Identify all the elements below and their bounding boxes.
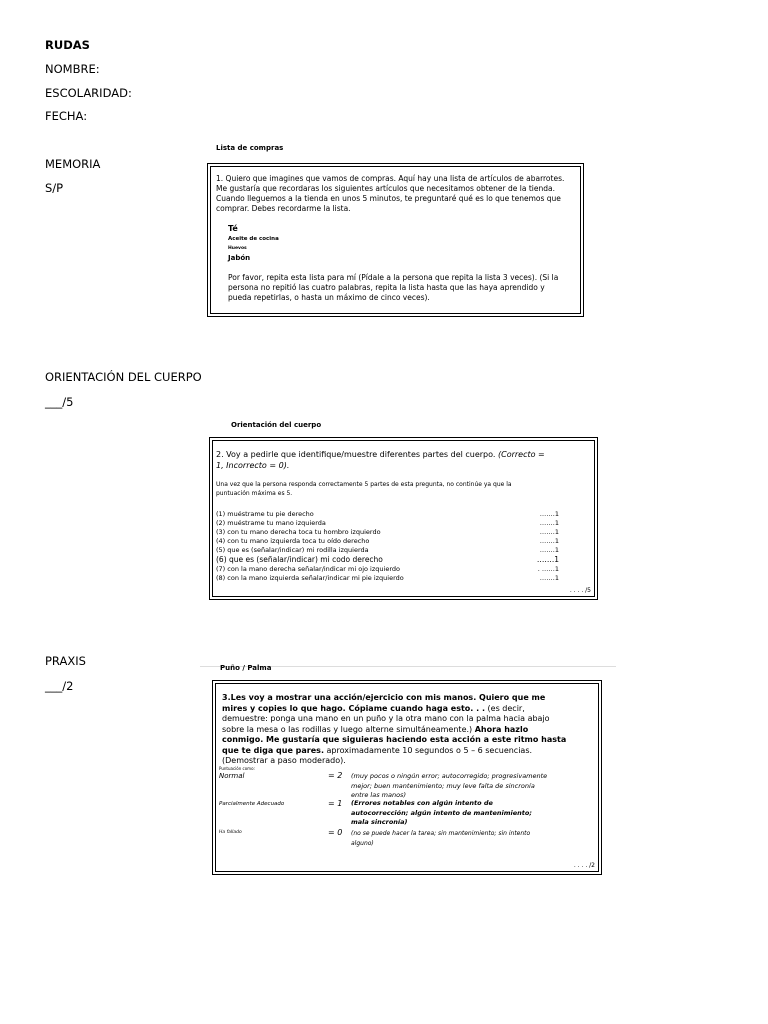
fecha-label: FECHA: bbox=[45, 109, 88, 123]
memoria-item-te: Té bbox=[228, 224, 238, 233]
memoria-item-huevos: Huevos bbox=[228, 246, 247, 251]
doc-title: RUDAS bbox=[45, 38, 90, 52]
score-normal-label: Normal bbox=[219, 772, 245, 780]
praxis-score: ___/2 bbox=[45, 679, 74, 693]
orientacion-item-6: (6) que es (señalar/indicar) mi codo derecho …….1 bbox=[216, 555, 559, 564]
score-fallado-label: Ha fallado bbox=[219, 830, 242, 835]
praxis-instruction-bold2: Ahora hazlo conmigo. Me gustaría que siguieras haciendo esta acción a este ritmo hasta que te diga que pares. bbox=[222, 724, 567, 755]
memoria-item-aceite: Aceite de cocina bbox=[228, 236, 279, 242]
praxis-total: . . . . /2 bbox=[573, 862, 595, 869]
orientacion-item-8: (8) con la mano izquierda señalar/indicar mi pie izquierdo …….1 bbox=[216, 574, 559, 582]
score-fallado-value: = 0 bbox=[328, 828, 343, 837]
memoria-score: S/P bbox=[45, 181, 64, 195]
orientacion-instruction-scoring: (Correcto = 1, Incorrecto = 0). bbox=[216, 450, 545, 470]
score-parcial-desc: (Errores notables con algún intento de autocorrección; algún intento de mantenimiento; mala sincronía) bbox=[351, 799, 532, 826]
escolaridad-label: ESCOLARIDAD: bbox=[45, 86, 132, 100]
orientacion-box bbox=[209, 437, 598, 600]
orientacion-item-7: (7) con la mano derecha señalar/indicar mi ojo izquierdo . ……1 bbox=[216, 565, 559, 573]
memoria-instruction: 1. Quiero que imagines que vamos de compras. Aquí hay una lista de artículos de abarrotes. Me gustaría que recordaras los siguientes artículos que necesitamos obtener de la tienda. Cuando lleguemos a la tienda en unos 5 minutos, te preguntaré qué es lo que tenemos que comprar. Debes recordarme la lista. bbox=[216, 174, 565, 213]
orientacion-item-2: (2) muéstrame tu mano izquierda …….1 bbox=[216, 519, 559, 527]
memoria-box bbox=[207, 163, 584, 317]
score-fallado-desc: (no se puede hacer la tarea; sin mantenimiento; sin intento alguno) bbox=[351, 830, 531, 847]
score-normal-desc: (muy pocos o ningún error; autocorregido; progresivamente mejor; buen mantenimiento; muy leve falta de sincronía entre las manos) bbox=[351, 772, 548, 799]
orientacion-instruction bbox=[216, 450, 546, 471]
orientacion-item-5: (5) que es (señalar/indicar) mi rodilla izquierda …….1 bbox=[216, 546, 559, 554]
score-parcial-value: = 1 bbox=[328, 799, 343, 808]
praxis-box bbox=[212, 680, 602, 875]
nombre-label: NOMBRE: bbox=[45, 62, 100, 76]
orientacion-note: Una vez que la persona responda correctamente 5 partes de esta pregunta, no continúe ya que la puntuación máxima es 5. bbox=[216, 481, 512, 497]
praxis-instruction-bold: 3.Les voy a mostrar una acción/ejercicio con mis manos. Quiero que me mires y copies lo que hago. Cópiame cuando haga esto. . . bbox=[222, 693, 546, 713]
orientacion-item-4: (4) con tu mano izquierda toca tu oído derecho …….1 bbox=[216, 537, 559, 545]
praxis-caption: Puño / Palma bbox=[220, 664, 272, 672]
orientacion-caption: Orientación del cuerpo bbox=[231, 421, 322, 429]
praxis-instruction-end: aproximadamente 10 segundos o 5 – 6 secuencias. (Demostrar a paso moderado). bbox=[222, 745, 533, 765]
memoria-item-jabon: Jabón bbox=[228, 254, 251, 262]
orientacion-score: ___/5 bbox=[45, 395, 74, 409]
orientacion-item-1: (1) muéstrame tu pie derecho …….1 bbox=[216, 510, 559, 518]
memoria-note: Por favor, repita esta lista para mí (Pídale a la persona que repita la lista 3 veces). (Si la persona no repitió las cuatro palabras, repita la lista hasta que las haya aprendido y pueda repetirlas, o hasta un máximo de cinco veces). bbox=[228, 273, 559, 302]
score-normal-value: = 2 bbox=[328, 771, 343, 780]
praxis-instruction bbox=[222, 693, 570, 767]
orientacion-instruction-text: 2. Voy a pedirle que identifique/muestre diferentes partes del cuerpo. bbox=[216, 450, 496, 459]
praxis-label: PRAXIS bbox=[45, 654, 86, 668]
score-parcial-label: Parcialmente Adecuado bbox=[219, 801, 285, 807]
puntuacion-label: Puntuación como: bbox=[219, 766, 255, 771]
orientacion-item-3: (3) con tu mano derecha toca tu hombro izquierdo …….1 bbox=[216, 528, 559, 536]
orientacion-label: ORIENTACIÓN DEL CUERPO bbox=[45, 370, 202, 384]
orientacion-total: . . . . /5 bbox=[569, 587, 591, 594]
praxis-instruction-demo: (es decir, demuestre: ponga una mano en un puño y la otra mano con la palma hacia abajo sobre la mesa o las rodillas y luego alterne simultáneamente.) bbox=[222, 703, 550, 734]
memoria-caption: Lista de compras bbox=[216, 144, 284, 152]
memoria-label: MEMORIA bbox=[45, 157, 101, 171]
